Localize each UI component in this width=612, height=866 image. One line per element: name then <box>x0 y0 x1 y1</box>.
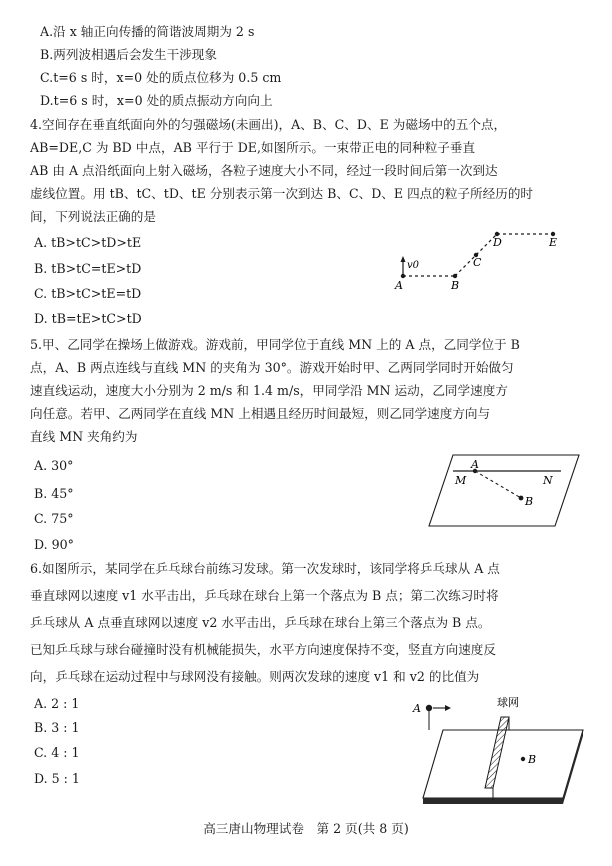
q5-option-a: A. 30° <box>34 458 74 473</box>
prev-option-c: C.t=6 s 时，x=0 处的质点位移为 0.5 cm <box>40 70 282 85</box>
q5-line-5: 直线 MN 夹角约为 <box>30 429 138 444</box>
q6-option-c: C. 4 : 1 <box>34 745 80 760</box>
q6-point-b <box>521 757 525 761</box>
q4-label-b: B <box>451 279 460 292</box>
q4-label-a: A <box>395 279 403 292</box>
q5-dashed-ab <box>475 471 521 498</box>
q5-line-3: 速直线运动，速度大小分别为 2 m/s 和 1.4 m/s，甲同学沿 MN 运动，乙同学速度方 <box>30 383 508 398</box>
q6-ball-a <box>426 705 432 711</box>
q5-line-2: 点，A、B 两点连线与直线 MN 的夹角为 30°。游戏开始时甲、乙两同学同时开始做匀 <box>30 360 514 375</box>
q6-label-b: B <box>528 753 537 766</box>
q5-option-b: B. 45° <box>34 486 74 501</box>
q6-option-d: D. 5 : 1 <box>34 771 80 786</box>
q4-line-5: 间，下列说法正确的是 <box>30 209 156 224</box>
q6-line-4: 已知乒乓球与球台碰撞时没有机械能损失，水平方向速度保持不变，竖直方向速度反 <box>30 642 496 657</box>
q4-arrow-head-icon <box>401 256 406 262</box>
q4-line-1: 4.空间存在垂直纸面向外的匀强磁场(未画出)，A、B、C、D、E 为磁场中的五个点， <box>30 117 507 132</box>
q5-label-n: N <box>543 474 553 487</box>
q4-line-3: AB 由 A 点沿纸面向上射入磁场，各粒子速度大小不同，经过一段时间后第一次到达 <box>30 163 498 178</box>
q6-line-3: 乒乓球从 A 点垂直球网以速度 v2 水平击出，乒乓球在球台上第三个落点为 B 点。 <box>30 615 491 630</box>
q6-line-1: 6.如图所示，某同学在乒乓球台前练习发球。第一次发球时，该同学将乒乓球从 A 点 <box>30 561 500 576</box>
q5-point-b <box>519 496 524 501</box>
prev-option-b: B.两列波相遇后会发生干涉现象 <box>40 47 217 62</box>
q4-label-v0: v0 <box>407 260 420 271</box>
prev-option-d: D.t=6 s 时，x=0 处的质点振动方向向上 <box>40 93 273 108</box>
q4-label-e: E <box>549 236 558 249</box>
q4-label-d: D <box>493 236 502 249</box>
page-footer: 高三唐山物理试卷 第 2 页(共 8 页) <box>203 821 409 836</box>
q6-line-2: 垂直球网以速度 v1 水平击出，乒乓球在球台上第一个落点为 B 点；第二次练习时将 <box>30 588 499 603</box>
q5-ground-plane <box>429 455 579 526</box>
q6-label-a: A <box>413 702 421 715</box>
q4-option-a: A. tB>tC>tD>tE <box>34 235 142 250</box>
q5-option-d: D. 90° <box>34 537 74 552</box>
q5-line-1: 5.甲、乙同学在操场上做游戏。游戏前，甲同学位于直线 MN 上的 A 点，乙同学位于 B <box>30 337 520 352</box>
q5-label-m: M <box>455 474 467 487</box>
q5-option-c: C. 75° <box>34 511 74 526</box>
q4-option-d: D. tB=tE>tC>tD <box>34 311 142 326</box>
q4-line-4: 虚线位置。用 tB、tC、tD、tE 分别表示第一次到达 B、C、D、E 四点的粒子所经历的时 <box>30 186 534 201</box>
q4-figure <box>385 218 585 298</box>
q6-line-5: 向，乒乓球在运动过程中与球网没有接触。则两次发球的速度 v1 和 v2 的比值为 <box>30 669 480 684</box>
q4-line-2: AB=DE,C 为 BD 中点，AB 平行于 DE,如图所示。一束带正电的同种粒子垂直 <box>30 140 476 155</box>
q5-label-b: B <box>525 495 534 508</box>
q5-label-a: A <box>471 458 479 471</box>
q4-label-c: C <box>473 256 482 269</box>
q6-option-a: A. 2 : 1 <box>34 696 80 711</box>
q6-option-b: B. 3 : 1 <box>34 720 80 735</box>
q5-line-4: 向任意。若甲、乙两同学在直线 MN 上相遇且经历时间最短，则乙同学速度方向与 <box>30 406 491 421</box>
prev-option-a: A.沿 x 轴正向传播的简谐波周期为 2 s <box>40 24 255 39</box>
q4-option-b: B. tB>tC=tE>tD <box>34 261 142 276</box>
q6-arrow-head-icon <box>445 705 451 711</box>
q5-figure <box>425 450 585 532</box>
q6-figure <box>405 692 595 810</box>
q6-label-net: 球网 <box>497 696 519 709</box>
q4-option-c: C. tB>tC>tE=tD <box>34 286 142 301</box>
q4-point-b <box>453 274 457 278</box>
